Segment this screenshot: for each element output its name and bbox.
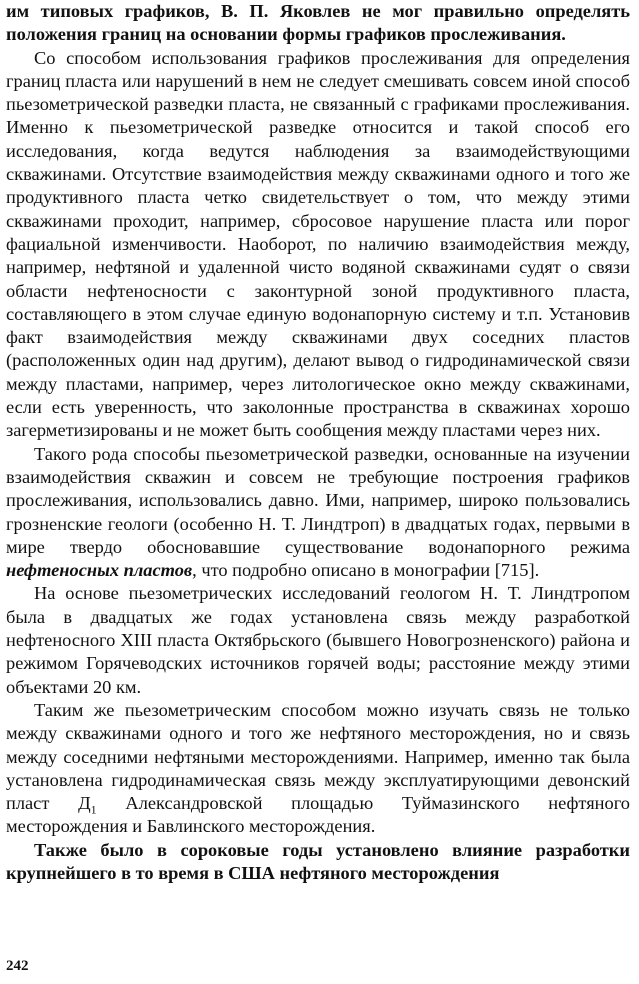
paragraph-usa-field: Также было в сороковые годы установлено влияние разработки крупнейшего в то время в США нефтяного месторождения <box>6 839 630 883</box>
paragraph-lindtrop-study: На основе пьезометрических исследований геологом Н. Т. Линдтропом была в двадцатых же годах установлена связь между разработкой нефтеносного XIII пласта Октябрьского (бывшего Новогрозненского) района и режимом Горячеводских источников горячей воды; расстояние между этими объектами 20 км. <box>6 583 630 697</box>
paragraph-grozny-geologists <box>6 443 630 583</box>
paragraph-field-connection <box>6 699 630 839</box>
paragraph-continuation: им типовых графиков, В. П. Яковлев не мог правильно определять положения границ на основании формы графиков прослеживания. <box>6 1 630 45</box>
emphasis-term: нефтеносных пластов <box>6 560 193 581</box>
paragraph-piezometric-exploration: Со способом использования графиков прослеживания для определения границ пласта или нарушений в нем не следует смешивать совсем иной способ пьезометрической разведки пласта, не связанный с графиками прослеживания. Именно к пьезометрической разведке относится и такой способ его исследования, когда ведутся наблюдения за взаимодействующими скважинами. Отсутствие взаимодействия между скважинами одного и того же продуктивного пласта четко свидетельствует о том, что между этими скважинами проходит, например, сбросовое нарушение пласта или порог фациальной изменчивости. Наоборот, по наличию взаимодействия между, например, нефтяной и удаленной чисто водяной скважинами судят о связи области нефтеносности с законтурной зоной продуктивного пласта, составляющего в этом случае единую водонапорную систему и т.п. Установив факт взаимодействия между скважинами двух соседних пластов (расположенных один над другим), делают вывод о гидродинамической связи между пластами, например, через литологическое окно между скважинами, если есть уверенность, что заколонные пространства в скважинах хорошо загерметизированы и не может быть сообщения между пластами через них. <box>6 47 630 441</box>
document-page <box>6 0 630 885</box>
paragraph-text: Таким же пьезометрическим способом можно изучать связь не только между скважинами одного и того же нефтяного месторождения, но и связь между соседними нефтяными месторождениями. Например, именно так была установлена гидродинамическая связь между эксплуатирующими девонский пласт Д <box>6 699 630 814</box>
paragraph-text: Такого рода способы пьезометрической разведки, основанные на изучении взаимодействия скважин и совсем не требующие построения графиков прослеживания, использовались давно. Ими, например, широко пользовались грозненские геологи (особенно Н. Т. Линдтроп) в двадцатых годах, первыми в мире твердо обосновавшие существование водонапорного режима <box>6 443 630 557</box>
page-number: 242 <box>6 958 29 974</box>
paragraph-text: , что подробно описано в монографии [715]. <box>192 560 540 581</box>
paragraph-text: Александровской площадью Туймазинского нефтяного месторождения и Бавлинского месторождения. <box>6 793 630 837</box>
subscript-index: 1 <box>90 802 97 817</box>
